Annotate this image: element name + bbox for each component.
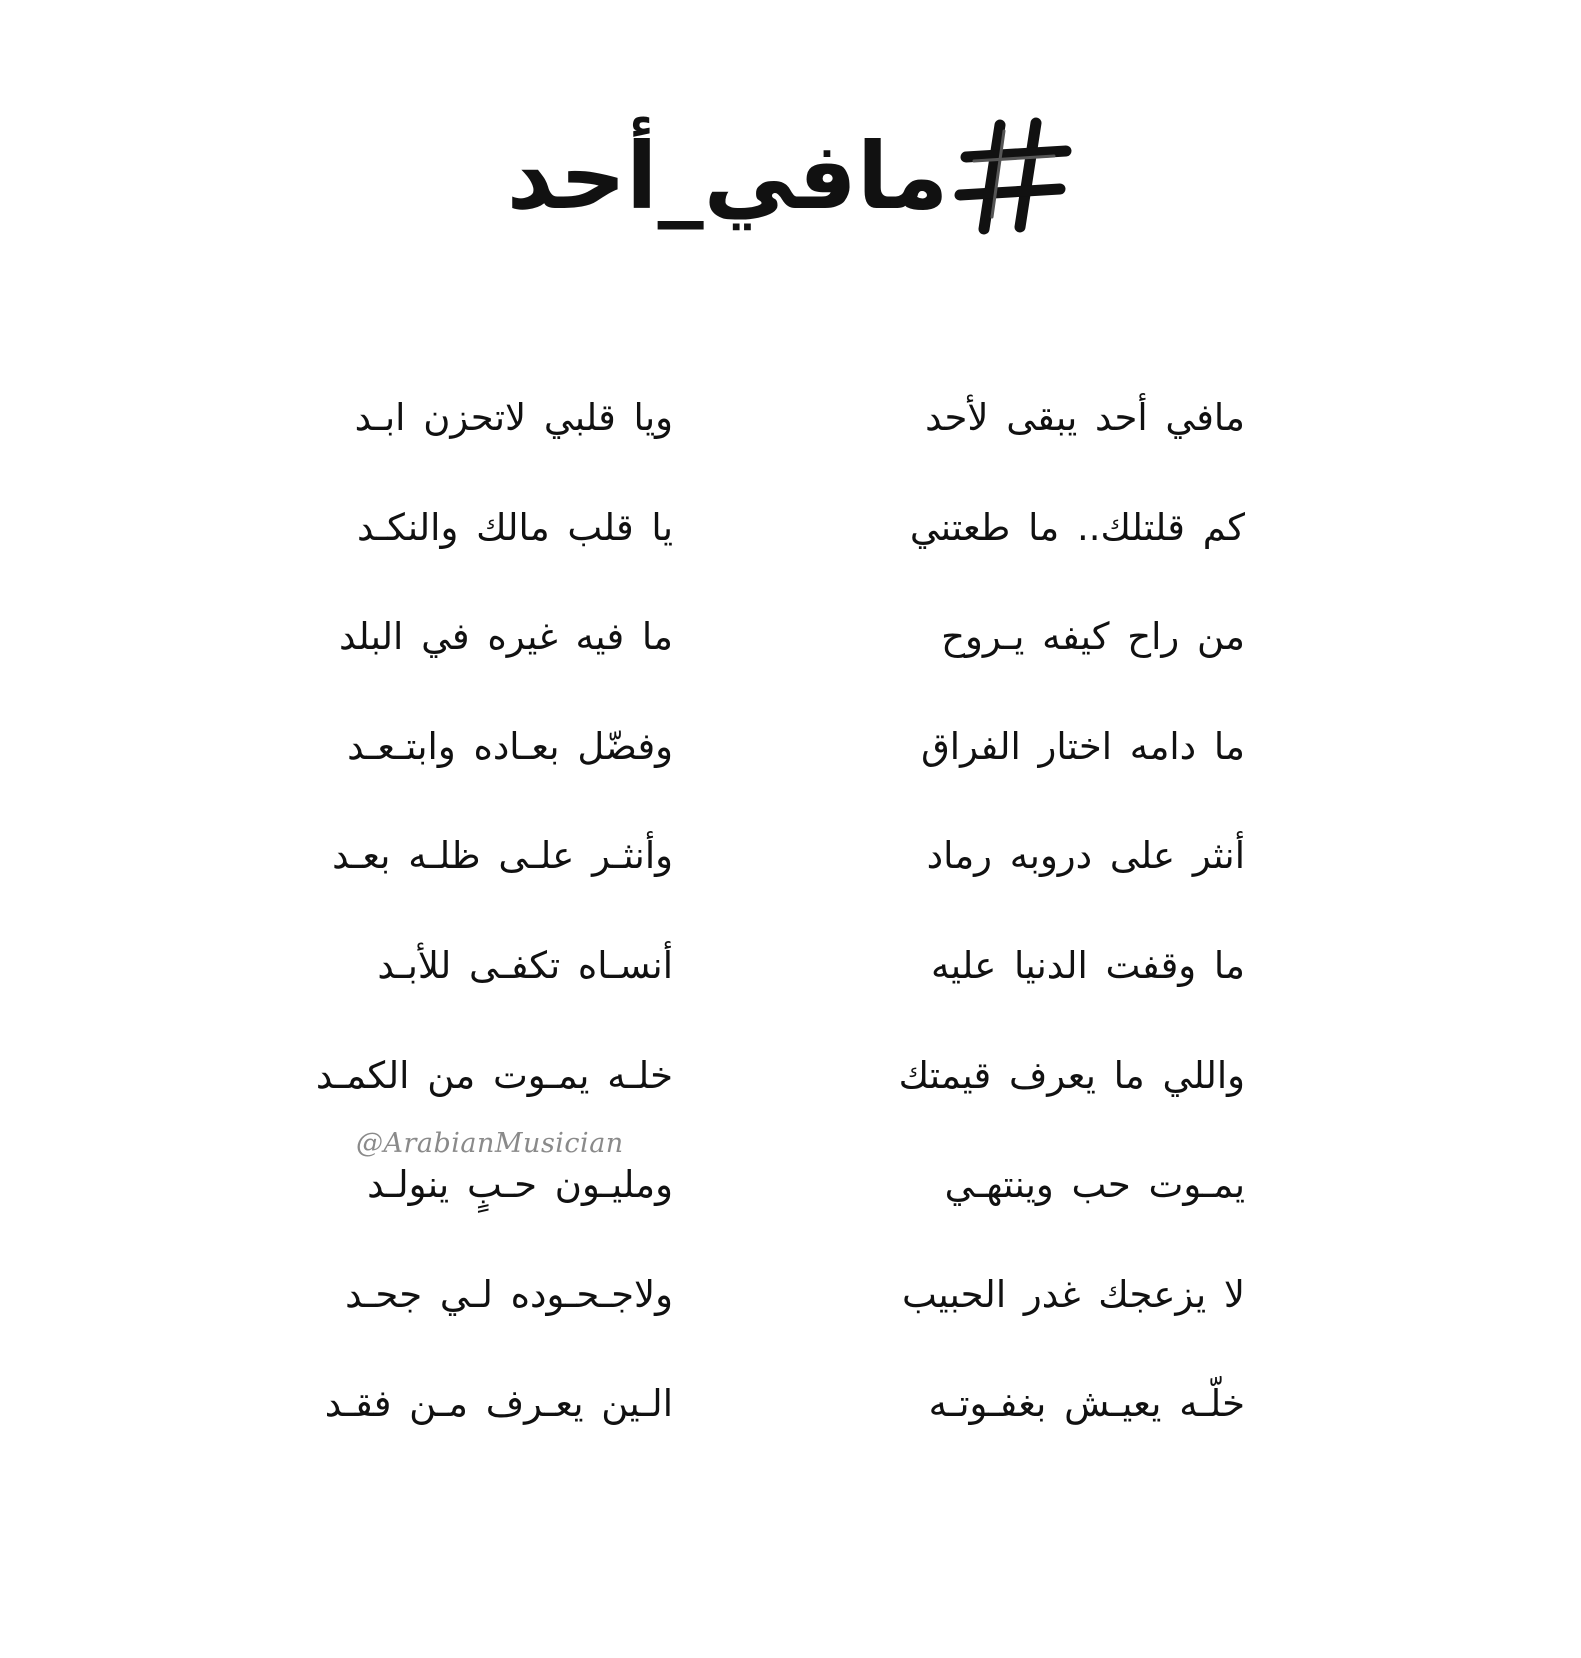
verse-second-hemistich: وأنثـر علـى ظلـه بعـد	[332, 834, 673, 878]
verse-first-hemistich: ما وقفت الدنيا عليه	[930, 943, 1245, 987]
verse-row	[0, 1374, 1581, 1484]
verse-first-hemistich: ما دامه اختار الفراق	[921, 724, 1245, 768]
verse-row	[0, 607, 1581, 717]
verse-first-hemistich: خلّـه يعيـش بغفـوتـه	[928, 1382, 1245, 1426]
verse-second-hemistich: ولاجـحـوده لـي جحـد	[345, 1272, 673, 1316]
verse-second-hemistich: يا قلب مالك والنكـد	[357, 505, 673, 549]
verse-second-hemistich: وفضّل بعـاده وابتـعـد	[347, 724, 673, 768]
verse-row	[0, 826, 1581, 936]
verse-row	[0, 717, 1581, 827]
verse-row	[0, 1265, 1581, 1375]
verse-first-hemistich: أنثر على دروبه رماد	[926, 834, 1245, 878]
verse-row	[0, 936, 1581, 1046]
verse-second-hemistich: ومليـون حـبٍ ينولـد	[367, 1163, 673, 1207]
verse-row	[0, 1046, 1581, 1156]
verse-row	[0, 388, 1581, 498]
poem-title	[0, 112, 1581, 242]
verse-first-hemistich: مافي أحد يبقى لأحد	[925, 396, 1245, 439]
verse-first-hemistich: واللي ما يعرف قيمتك	[898, 1053, 1245, 1097]
poem	[0, 388, 1581, 1484]
verse-second-hemistich: أنسـاه تكفـى للأبـد	[377, 943, 673, 987]
title-text: مافي_أحد	[506, 123, 949, 230]
verse-first-hemistich: يمـوت حب وينتهـي	[944, 1163, 1245, 1207]
verse-first-hemistich: لا يزعجك غدر الحبيب	[902, 1272, 1245, 1316]
verse-first-hemistich: كم قلتلك.. ما طعتني	[909, 505, 1245, 549]
verse-second-hemistich: ويا قلبي لاتحزن ابـد	[354, 396, 673, 439]
verse-second-hemistich: ما فيه غيره في البلد	[338, 615, 673, 659]
verse-row	[0, 498, 1581, 608]
verse-second-hemistich: الـين يعـرف مـن فقـد	[324, 1382, 673, 1426]
verse-second-hemistich: خلـه يمـوت من الكمـد	[315, 1053, 673, 1097]
hash-icon	[954, 117, 1074, 237]
watermark: @ArabianMusician	[356, 1128, 624, 1159]
verse-first-hemistich: من راح كيفه يـروح	[941, 615, 1245, 659]
verse-row	[0, 1155, 1581, 1265]
